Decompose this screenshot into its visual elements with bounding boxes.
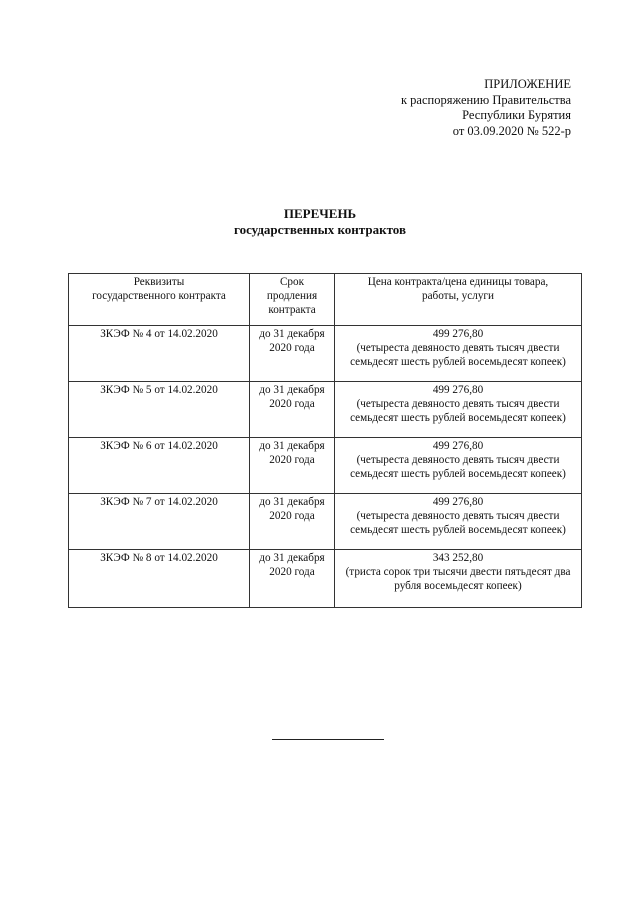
contract-details: ЗКЭФ № 4 от 14.02.2020	[69, 326, 250, 382]
table-row	[69, 438, 582, 494]
contract-price: 343 252,80 (триста сорок три тысячи двести пятьдесят два рубля восемьдесят копеек)	[335, 550, 582, 608]
extension-term: до 31 декабря 2020 года	[250, 438, 335, 494]
contract-details: ЗКЭФ № 5 от 14.02.2020	[69, 382, 250, 438]
extension-term: до 31 декабря 2020 года	[250, 326, 335, 382]
appendix-label: ПРИЛОЖЕНИЕ	[484, 77, 571, 91]
header-price: Цена контракта/цена единицы товара, работы, услуги	[335, 274, 582, 326]
header-term: Срок продления контракта	[250, 274, 335, 326]
table-row	[69, 382, 582, 438]
contract-price: 499 276,80 (четыреста девяносто девять тысяч двести семьдесят шесть рублей восемьдесят копеек)	[335, 382, 582, 438]
contract-details: ЗКЭФ № 7 от 14.02.2020	[69, 494, 250, 550]
contracts-table	[68, 273, 582, 608]
contract-details: ЗКЭФ № 8 от 14.02.2020	[69, 550, 250, 608]
table-header-row	[69, 274, 582, 326]
header-details: Реквизиты государственного контракта	[69, 274, 250, 326]
contract-details: ЗКЭФ № 6 от 14.02.2020	[69, 438, 250, 494]
appendix-order-ref: к распоряжению Правительства	[400, 92, 571, 107]
contract-price: 499 276,80 (четыреста девяносто девять тысяч двести семьдесят шесть рублей восемьдесят копеек)	[335, 494, 582, 550]
table-row	[69, 550, 582, 608]
title-main: ПЕРЕЧЕНЬ	[283, 206, 357, 221]
contract-price: 499 276,80 (четыреста девяносто девять тысяч двести семьдесят шесть рублей восемьдесят копеек)	[335, 326, 582, 382]
table-row	[69, 494, 582, 550]
extension-term: до 31 декабря 2020 года	[250, 550, 335, 608]
contract-price: 499 276,80 (четыреста девяносто девять тысяч двести семьдесят шесть рублей восемьдесят копеек)	[335, 438, 582, 494]
extension-term: до 31 декабря 2020 года	[250, 382, 335, 438]
appendix-date-number: от 03.09.2020 № 522-р	[452, 123, 571, 138]
end-divider-line	[272, 739, 384, 740]
table-row	[69, 326, 582, 382]
extension-term: до 31 декабря 2020 года	[250, 494, 335, 550]
appendix-region: Республики Бурятия	[462, 108, 571, 122]
appendix-block	[401, 77, 571, 139]
document-title	[0, 206, 640, 238]
title-sub: государственных контрактов	[234, 222, 406, 237]
